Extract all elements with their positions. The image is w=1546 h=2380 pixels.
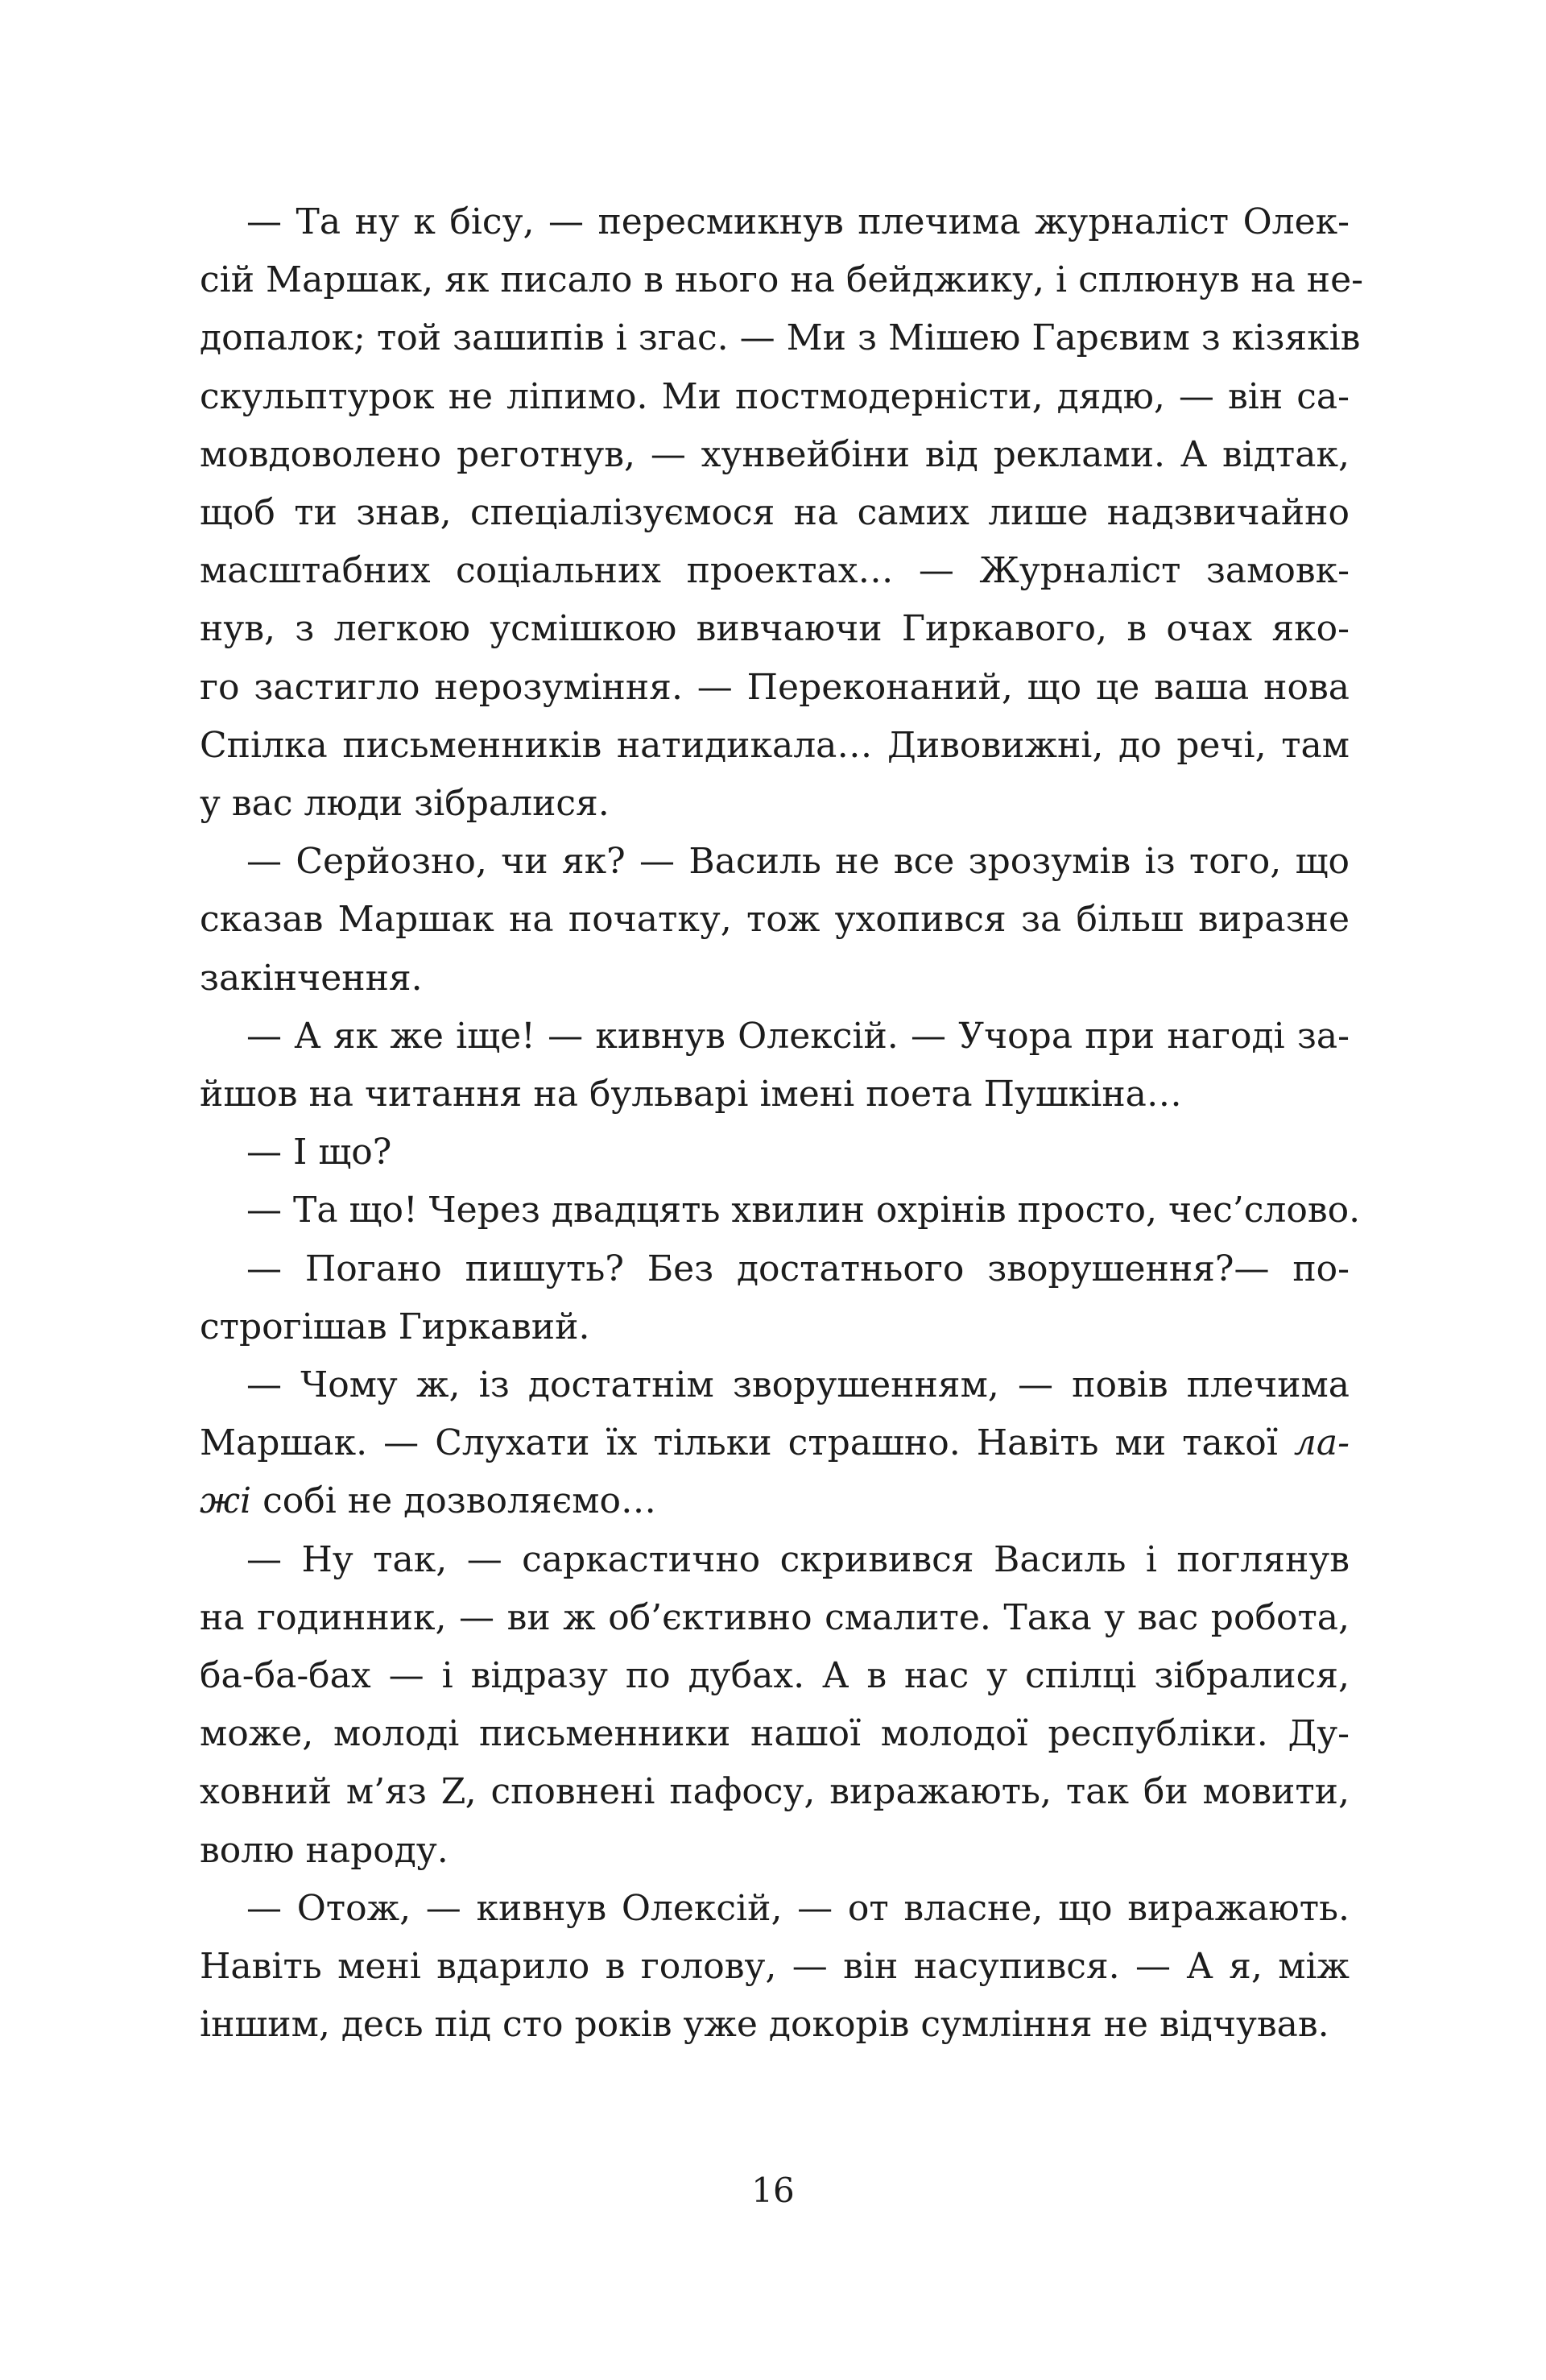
text-block xyxy=(200,193,1364,2055)
text-line: йшов на читання на бульварі імені поета Пушкіна… xyxy=(200,1074,1182,1115)
text-line: закінчення. xyxy=(200,957,423,999)
text-line: — Та що! Через двадцять хвилин охрінів просто, чес’слово. xyxy=(246,1190,1361,1231)
text-line: може, молоді письменники нашої молодої республіки. Ду- xyxy=(200,1713,1350,1755)
text-line xyxy=(200,1472,1350,1530)
text-fragment: собі не дозволяємо… xyxy=(251,1480,657,1522)
text-line: ба-ба-бах — і відразу по дубах. А в нас у спілці зібралися, xyxy=(200,1655,1350,1697)
text-line: — Ну так, — саркастично скривився Василь і поглянув xyxy=(246,1538,1350,1580)
text-line: строгішав Гиркавий. xyxy=(200,1306,590,1347)
paragraph xyxy=(200,1880,1350,2055)
text-line: — І що? xyxy=(246,1132,392,1173)
text-line: волю народу. xyxy=(200,1829,449,1871)
paragraph xyxy=(200,1008,1350,1124)
text-line: нув, з легкою усмішкою вивчаючи Гиркавого, в очах яко- xyxy=(200,608,1350,650)
text-line: — Серйозно, чи як? — Василь не все зрозумів із того, що xyxy=(246,841,1350,883)
text-line: масштабних соціальних проектах… — Журналіст замовк- xyxy=(200,550,1350,592)
paragraph xyxy=(200,1240,1350,1356)
paragraph xyxy=(200,193,1364,833)
text-fragment: Маршак. — Слухати їх тільки страшно. Навіть ми такої xyxy=(200,1422,1294,1464)
text-line: сказав Маршак на початку, тож ухопився за більш виразне xyxy=(200,899,1350,941)
text-line: на годинник, — ви ж об’єктивно смалите. Така у вас робота, xyxy=(200,1596,1350,1638)
text-line: — Та ну к бісу, — пересмикнув плечима журналіст Олек- xyxy=(246,201,1350,242)
text-line: у вас люди зібралися. xyxy=(200,783,610,825)
text-line: — Отож, — кивнув Олексій, — от власне, що виражають. xyxy=(246,1887,1350,1929)
page-number: 16 xyxy=(751,2171,795,2210)
text-line: скульптурок не ліпимо. Ми постмодерністи, дядю, — він са- xyxy=(200,375,1350,417)
text-line: допалок; той зашипів і згас. — Ми з Мішею Гарєвим з кізяків xyxy=(200,317,1361,359)
text-line: го застигло нерозуміння. — Переконаний, що це ваша нова xyxy=(200,666,1350,708)
text-line: іншим, десь під сто років уже докорів сумління не відчував. xyxy=(200,2004,1329,2046)
paragraph xyxy=(200,1531,1350,1880)
paragraph xyxy=(200,1124,1350,1182)
italic-fragment: ла- xyxy=(1293,1422,1350,1464)
text-line: — Чому ж, із достатнім зворушенням, — повів плечима xyxy=(246,1364,1350,1406)
paragraph xyxy=(200,833,1350,1008)
text-line xyxy=(200,1414,1350,1472)
text-line: — А як же іще! — кивнув Олексій. — Учора при нагоді за- xyxy=(246,1015,1350,1057)
text-line: — Погано пишуть? Без достатнього зворушення?— по- xyxy=(246,1248,1350,1289)
text-line: ховний м’яз Z, сповнені пафосу, виражають, так би мовити, xyxy=(200,1771,1350,1813)
text-line: Спілка письменників натидикала… Дивовижні, до речі, там xyxy=(200,724,1350,766)
paragraph xyxy=(200,1356,1350,1531)
text-line: мовдоволено реготнув, — хунвейбіни від реклами. А відтак, xyxy=(200,433,1350,475)
paragraph xyxy=(200,1182,1361,1240)
text-line: Навіть мені вдарило в голову, — він насупився. — А я, між xyxy=(200,1946,1350,1988)
text-line: сій Маршак, як писало в нього на бейджику, і сплюнув на не- xyxy=(200,259,1364,301)
italic-fragment: жі xyxy=(200,1480,252,1522)
text-line: щоб ти знав, спеціалізуємося на самих лише надзвичайно xyxy=(200,492,1350,534)
